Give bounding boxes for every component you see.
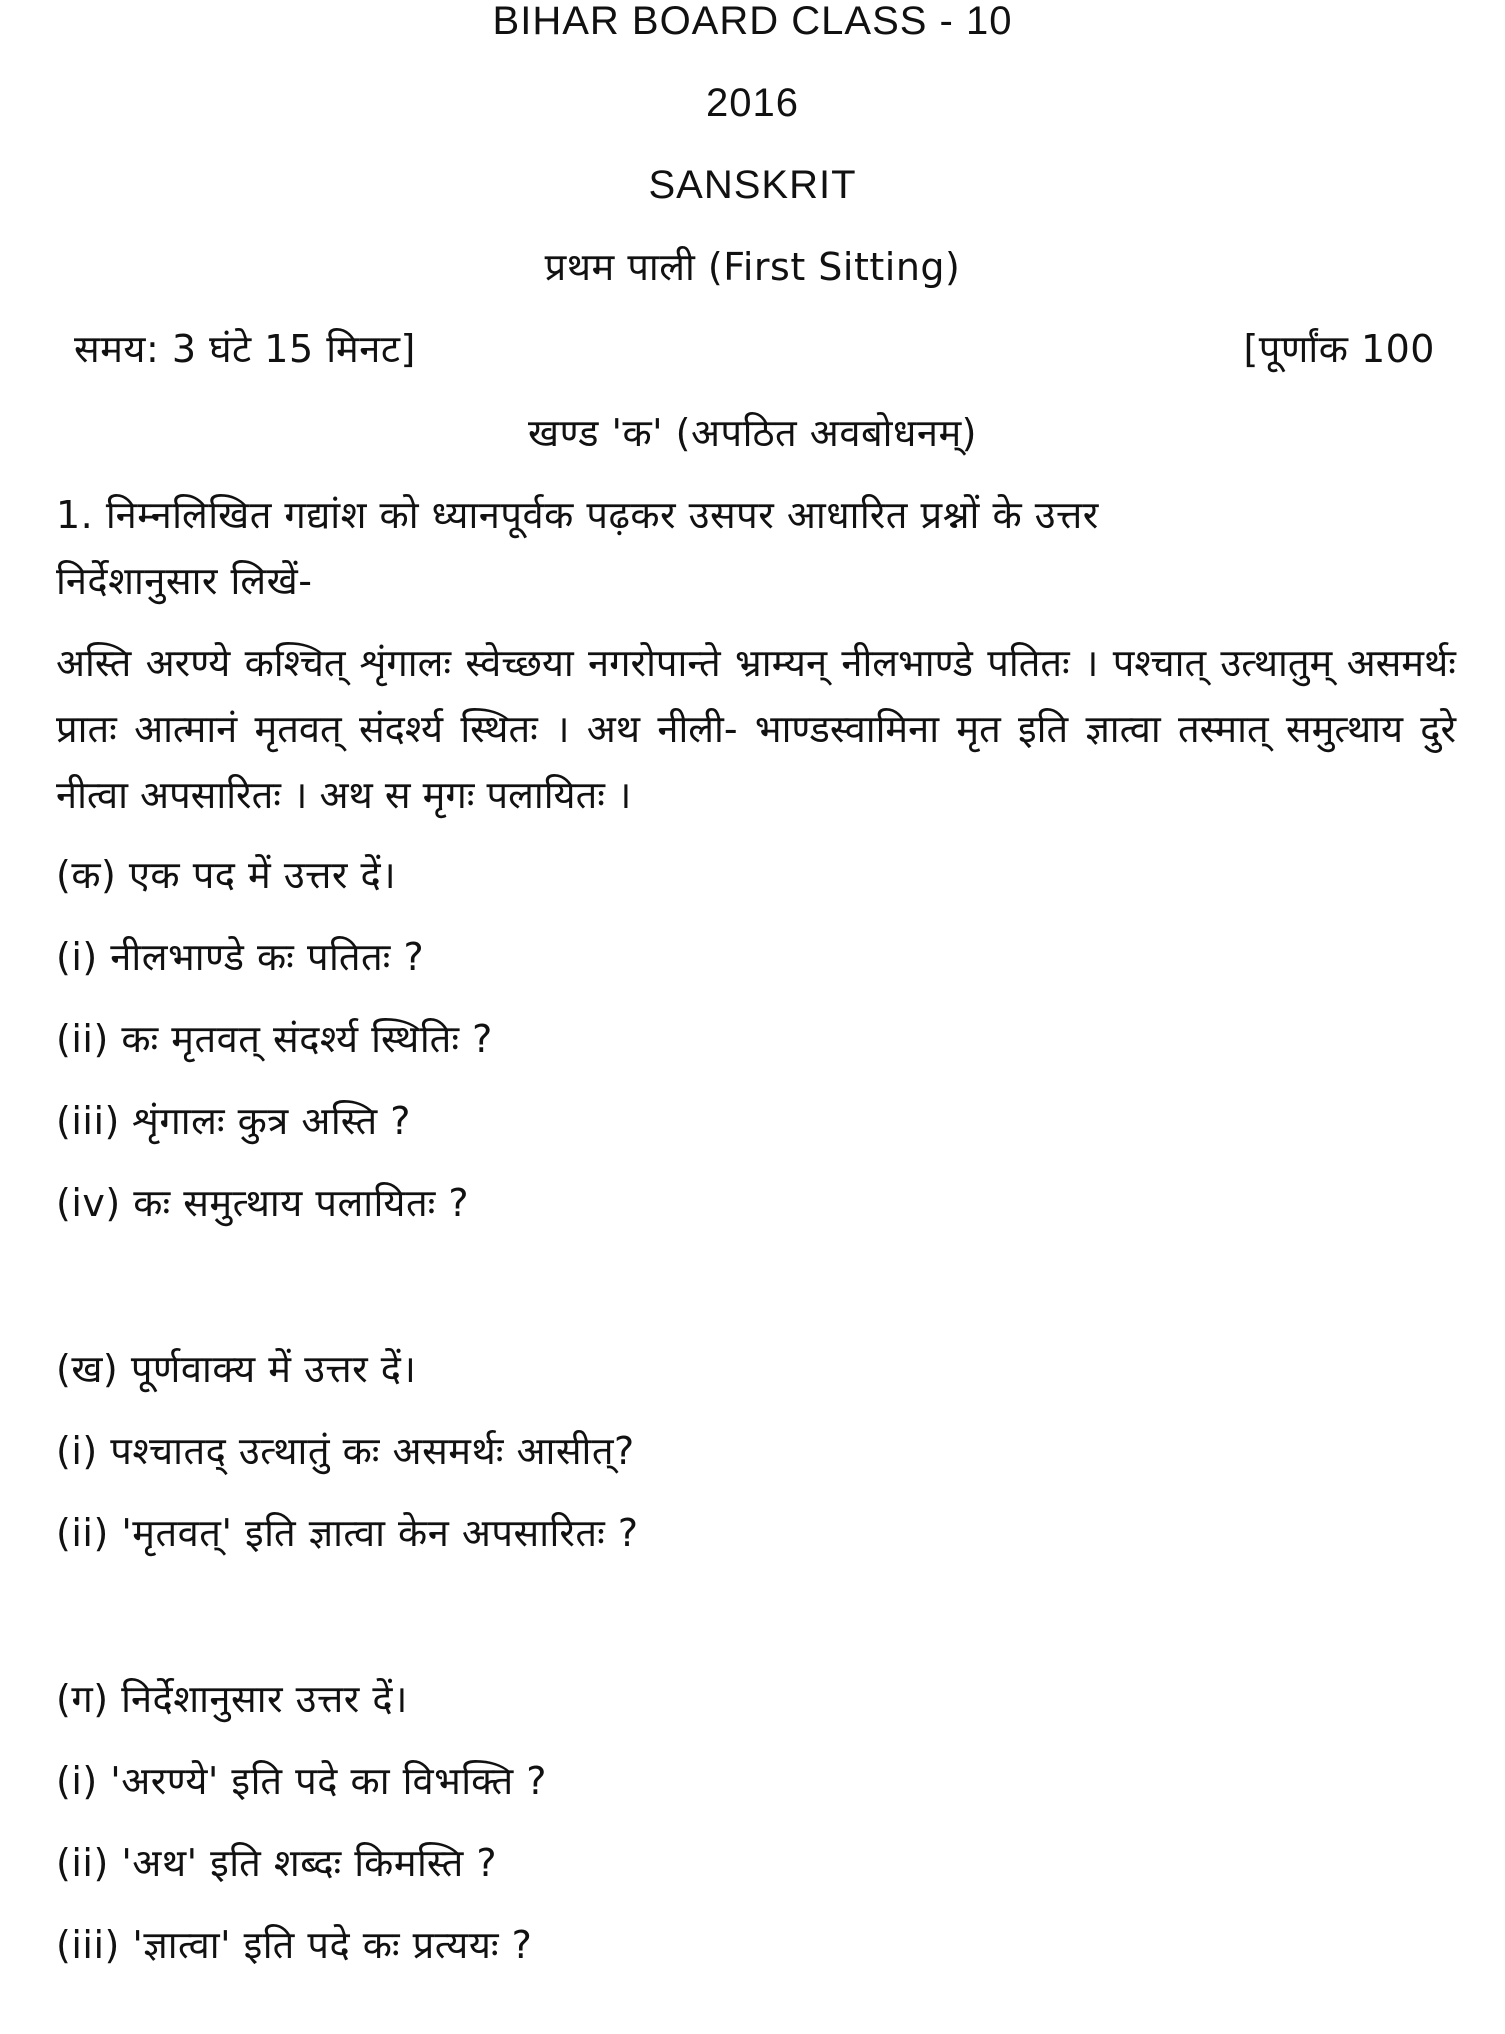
part-kha-heading: (ख) पूर्णवाक्य में उत्तर दें। <box>56 1347 417 1391</box>
question-item: (ii) 'मृतवत्' इति ज्ञात्वा केन अपसारितः ? <box>56 1511 639 1555</box>
passage-text: अस्ति अरण्ये कश्चित् शृंगालः स्वेच्छया नगरोपान्ते भ्राम्यन् नीलभाण्डे पतितः । पश्चात् उत्थातुम् असमर्थः प्रातः आत्मानं मृतवत् संदर्श्य स्थितः । अथ नीली- भाण्डस्वामिना मृत इति ज्ञात्वा तस्मात् समुत्थाय दुरे नीत्वा अपसारितः । अथ स मृगः पलायितः । <box>56 641 1456 817</box>
part-ka-heading: (क) एक पद में उत्तर दें। <box>56 853 397 897</box>
subject-title: SANSKRIT <box>648 163 857 207</box>
question-item: (i) 'अरण्ये' इति पदे का विभक्ति ? <box>56 1759 547 1803</box>
question-item: (ii) 'अथ' इति शब्दः किमस्ति ? <box>56 1841 498 1885</box>
question-item: (iv) कः समुत्थाय पलायितः ? <box>56 1181 470 1225</box>
question-instruction-cont: निर्देशानुसार लिखें- <box>56 559 313 603</box>
marks-label: [पूर्णांक 100 <box>1243 327 1435 371</box>
question-instruction: 1. निम्नलिखित गद्यांश को ध्यानपूर्वक पढ़कर उसपर आधारित प्रश्नों के उत्तर <box>56 493 1099 537</box>
question-item: (iii) 'ज्ञात्वा' इति पदे कः प्रत्ययः ? <box>56 1923 533 1967</box>
exam-year: 2016 <box>706 81 799 125</box>
section-title: खण्ड 'क' (अपठित अवबोधनम्) <box>527 411 977 455</box>
part-ga-heading: (ग) निर्देशानुसार उत्तर दें। <box>56 1677 408 1721</box>
sitting-label: प्रथम पाली (First Sitting) <box>544 245 961 289</box>
question-item: (i) पश्चातद् उत्थातुं कः असमर्थः आसीत्? <box>56 1429 635 1473</box>
board-title: BIHAR BOARD CLASS - 10 <box>492 0 1013 43</box>
time-label: समय: 3 घंटे 15 मिनट] <box>74 327 416 371</box>
question-item: (iii) शृंगालः कुत्र अस्ति ? <box>56 1099 411 1143</box>
question-item: (i) नीलभाण्डे कः पतितः ? <box>56 935 425 979</box>
question-item: (ii) कः मृतवत् संदर्श्य स्थितिः ? <box>56 1017 493 1061</box>
